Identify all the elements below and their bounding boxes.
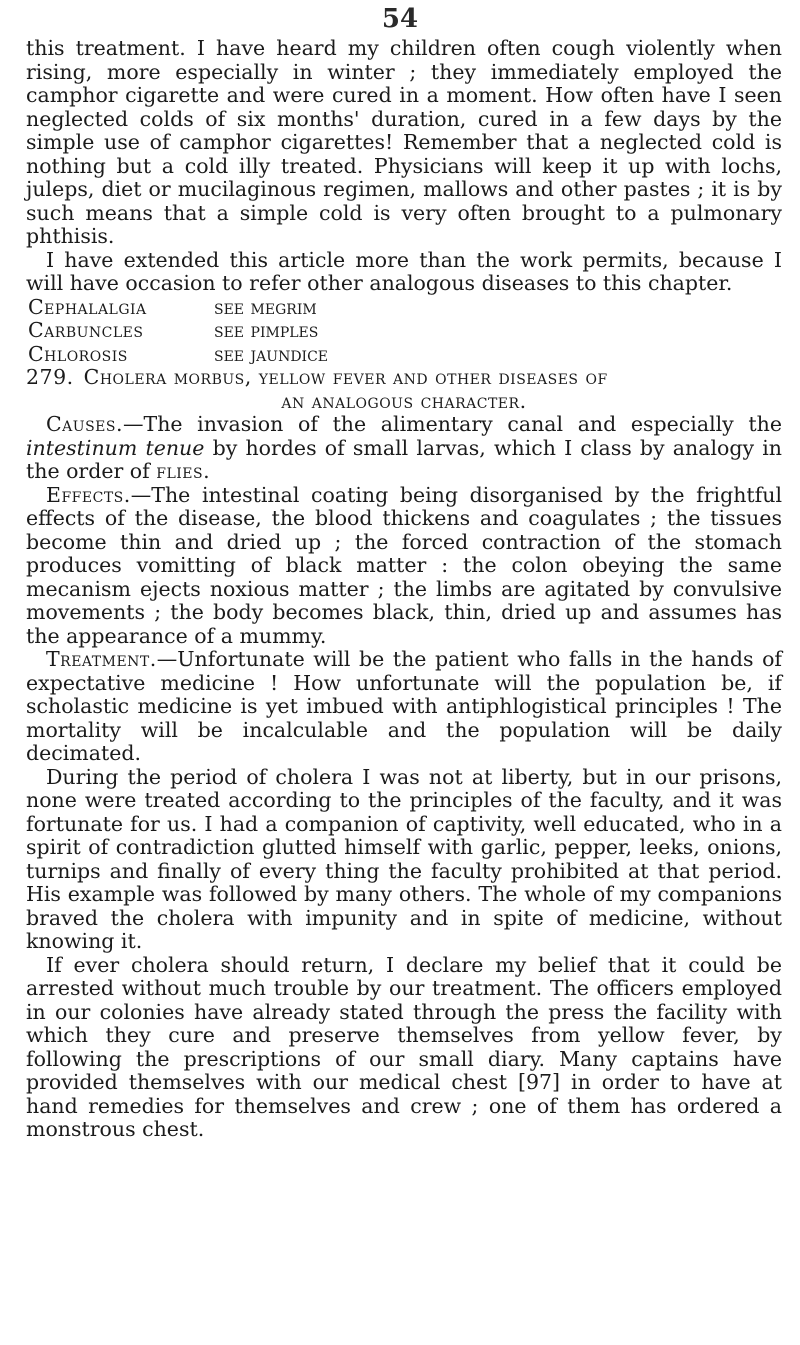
page-number: 54 [381,4,419,34]
causes-text: —The invasion of the alimentary canal and especially the [123,412,782,436]
cross-reference-cephalalgia [26,296,782,320]
paragraph-if-cholera-returns: If ever cholera should return, I declare my belief that it could be arrested without much trouble by our treatment. The officers employed in our colonies have already stated through the press the facility with which they cure and preserve themselves from yellow fever, by following the prescriptions of our small diary. Many captains have provided themselves with our medical chest [97] in order to have at hand remedies for themselves and crew ; one of them has ordered a monstrous chest. [26,952,782,1141]
section-title-line2: an analogous character. [281,388,527,413]
cross-reference-chlorosis [26,343,782,367]
cross-reference-term: Carbuncles [28,318,144,342]
body-text [26,37,782,1142]
treatment-text: —Unfortunate will be the patient who falls in the hands of expectative medicine ! How unfortunate will the population be, if scholastic medicine is yet imbued with antiphlogistical principles ! The mortality will be incalculable and the population will be daily decimated. [26,647,782,765]
causes-period: . [203,459,210,483]
treatment-label: Treatment. [46,647,157,671]
paragraph-during-cholera: During the period of cholera I was not at liberty, but in our prisons, none were treated according to the principles of the faculty, and it was fortunate for us. I had a companion of captivity, well educated, who in a spirit of contradiction glutted himself with garlic, pepper, leeks, onions, turnips and finally of every thing the faculty prohibited at that period. His example was followed by many others. The whole of my companions braved the cholera with impunity and in spite of medicine, without knowing it. [26,764,782,953]
paragraph-causes [26,413,782,484]
causes-flies: flies [156,459,204,483]
paragraph-effects [26,484,782,649]
causes-latin-term: intestinum tenue [26,435,205,460]
paragraph-extended-article: I have extended this article more than the work permits, because I will have occasion to refer other analogous diseases to this chapter. [26,247,782,295]
section-title-line1: Cholera morbus, yellow fever and other diseases of [83,365,608,389]
causes-label: Causes. [46,412,124,436]
paragraph-treatment [26,648,782,766]
section-number: 279. [26,365,74,389]
paragraph-camphor-cigarette: this treatment. I have heard my children often cough violently when rising, more especially in winter ; they immediately employed the camphor cigarette and were cured in a moment. How often have I seen neglected colds of six months' duration, cured in a few days by the simple use of camphor cigarettes! Remember that a neglected cold is nothing but a cold illy treated. Physicians will keep it up with lochs, juleps, diet or mucilaginous regimen, mallows and other pastes ; it is by such means that a simple cold is very often brought to a pulmonary phthisis. [26,36,782,248]
cross-reference-target: see jaundice [214,341,329,366]
effects-text: —The intestinal coating being disorganised by the frightful effects of the disease, the blood thickens and coagulates ; the tissues become thin and dried up ; the forced contraction of the stomach produces vomitting of black matter : the colon obeying the same mecanism ejects noxious matter ; the limbs are agitated by convulsive movements ; the body becomes black, thin, dried up and assumes has the appearance of a mummy. [26,482,782,648]
cross-reference-target: see megrim [214,294,317,319]
effects-label: Effects. [46,482,131,507]
cross-reference-term: Chlorosis [28,341,128,366]
causes-text-continued: by hordes of small larvas, which I class by analogy in the order of [26,435,782,483]
cross-reference-term: Cephalalgia [28,294,147,319]
cross-reference-carbuncles [26,319,782,343]
cross-reference-target: see pimples [214,318,319,342]
section-heading [26,366,782,390]
